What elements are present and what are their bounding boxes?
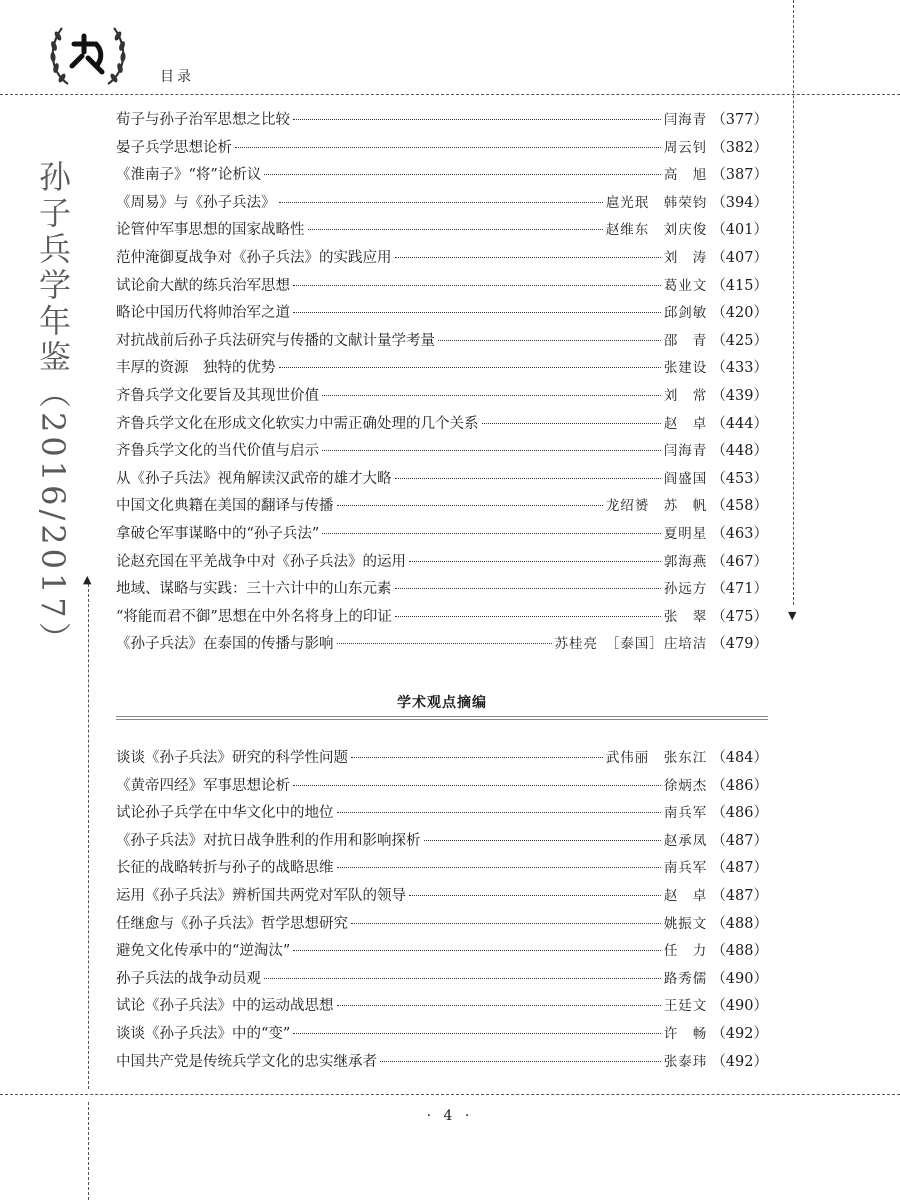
dot-leader — [351, 923, 661, 924]
toc-entry-author: 邱剑敏 — [663, 305, 708, 322]
toc-main-list — [116, 108, 768, 660]
toc-entry-author: 南兵军 — [663, 860, 708, 877]
dot-leader — [395, 478, 661, 479]
toc-entry-author: 刘 涛 — [663, 249, 708, 266]
toc-entry-title: 《孙子兵法》对抗日战争胜利的作用和影响探析 — [116, 832, 421, 849]
toc-entry[interactable] — [116, 494, 768, 522]
toc-entry[interactable] — [116, 550, 768, 578]
toc-entry[interactable] — [116, 412, 768, 440]
toc-entry-page: （387） — [711, 167, 768, 184]
toc-entry-page: （444） — [711, 415, 768, 432]
toc-entry[interactable] — [116, 384, 768, 412]
toc-entry-title: 拿破仑军事谋略中的“孙子兵法” — [116, 525, 320, 542]
right-dashed-guide — [793, 0, 794, 605]
toc-entry-author: 张建设 — [663, 360, 708, 377]
dot-leader — [279, 202, 603, 203]
toc-entry-author: 赵 卓 — [663, 887, 708, 904]
toc-entry[interactable] — [116, 108, 768, 136]
toc-entry-author: 扈光珉 韩荣钧 — [605, 194, 708, 211]
toc-entry-author: 姚振文 — [663, 915, 708, 932]
dot-leader — [322, 395, 661, 396]
toc-entry[interactable] — [116, 994, 768, 1022]
toc-entry-author: 苏桂亮 ［泰国］庄培洁 — [554, 636, 708, 653]
toc-entry-title: 齐鲁兵学文化在形成文化软实力中需正确处理的几个关系 — [116, 415, 479, 432]
dot-leader — [337, 812, 661, 813]
toc-entry-page: （484） — [711, 750, 768, 766]
dot-leader — [395, 257, 661, 258]
toc-entry-page: （492） — [711, 1025, 768, 1042]
toc-entry-title: 丰厚的资源 独特的优势 — [116, 360, 276, 377]
toc-entry-author: 王廷文 — [663, 998, 708, 1015]
toc-entry-author: 南兵军 — [663, 805, 708, 822]
toc-entry-author: 路秀儒 — [663, 970, 708, 987]
toc-entry-page: （433） — [711, 360, 768, 377]
toc-entry-title: 任继愈与《孙子兵法》哲学思想研究 — [116, 915, 348, 932]
toc-entry-title: 试论孙子兵学在中华文化中的地位 — [116, 805, 334, 822]
dot-leader — [264, 174, 660, 175]
toc-entry-page: （490） — [711, 970, 768, 987]
toc-entry-author: 任 力 — [663, 943, 708, 960]
toc-entry-author: 高 旭 — [663, 167, 708, 184]
toc-entry-author: 赵维东 刘庆俊 — [605, 222, 708, 239]
dot-leader — [322, 450, 661, 451]
toc-entry[interactable] — [116, 1050, 768, 1078]
toc-entry-author: 夏明星 — [663, 525, 708, 542]
toc-entry-author: 刘 常 — [663, 387, 708, 404]
dot-leader — [351, 757, 603, 758]
toc-entry[interactable] — [116, 1022, 768, 1050]
dot-leader — [409, 895, 661, 896]
down-arrow-icon: ▼ — [788, 609, 797, 622]
toc-entry-author: 张泰玮 — [663, 1053, 708, 1070]
section-double-rule — [116, 716, 768, 720]
dot-leader — [322, 533, 660, 534]
bottom-dashed-rule — [0, 1094, 900, 1095]
toc-entry-title: 谈谈《孙子兵法》中的“变” — [116, 1025, 291, 1042]
toc-entry-author: 赵承凤 — [663, 832, 708, 849]
toc-entry-title: 范仲淹御夏战争对《孙子兵法》的实践应用 — [116, 249, 392, 266]
toc-entry-page: （486） — [711, 777, 768, 794]
toc-entry-author: 武伟丽 张东江 — [605, 750, 708, 766]
dot-leader — [264, 978, 661, 979]
toc-entry-author: 闫海青 — [663, 443, 708, 460]
toc-entry-title: 孙子兵法的战争动员观 — [116, 970, 261, 987]
toc-entry-page: （377） — [711, 112, 768, 128]
toc-entry-title: 论管仲军事思想的国家战略性 — [116, 222, 305, 239]
toc-entry-title: 地域、谋略与实践：三十六计中的山东元素 — [116, 581, 392, 598]
toc-entry[interactable] — [116, 856, 768, 884]
dot-leader — [293, 950, 660, 951]
toc-entry[interactable] — [116, 967, 768, 995]
dot-leader — [395, 588, 661, 589]
toc-entry[interactable] — [116, 218, 768, 246]
toc-entry-page: （471） — [711, 581, 768, 598]
toc-entry-page: （458） — [711, 498, 768, 515]
toc-entry-author: 许 畅 — [663, 1025, 708, 1042]
dot-leader — [337, 867, 661, 868]
dot-leader — [438, 340, 661, 341]
toc-entry[interactable] — [116, 632, 768, 660]
toc-entry-page: （488） — [711, 915, 768, 932]
toc-entry[interactable] — [116, 912, 768, 940]
toc-entry-title: 荀子与孙子治军思想之比较 — [116, 112, 290, 128]
toc-entry-page: （487） — [711, 832, 768, 849]
dot-leader — [337, 1005, 661, 1006]
toc-entry[interactable] — [116, 577, 768, 605]
top-dashed-rule — [0, 94, 900, 95]
toc-entry-author: 龙绍赟 苏 帆 — [605, 498, 708, 515]
toc-entry-author: 徐炳杰 — [663, 777, 708, 794]
dot-leader — [409, 561, 661, 562]
toc-entry-page: （488） — [711, 943, 768, 960]
dot-leader — [235, 147, 661, 148]
toc-entry-author: 闫海青 — [663, 112, 708, 128]
toc-entry-page: （453） — [711, 470, 768, 487]
toc-entry-page: （487） — [711, 860, 768, 877]
toc-entry[interactable] — [116, 274, 768, 302]
toc-entry-page: （415） — [711, 277, 768, 294]
dot-leader — [308, 229, 603, 230]
toc-entry-page: （463） — [711, 525, 768, 542]
dot-leader — [293, 312, 661, 313]
toc-entry-author: 阎盛国 — [663, 470, 708, 487]
toc-entry-title: “将能而君不御”思想在中外名将身上的印证 — [116, 608, 392, 625]
toc-entry-page: （401） — [711, 222, 768, 239]
up-arrow-icon: ▲ — [83, 573, 92, 586]
toc-entry[interactable] — [116, 884, 768, 912]
toc-entry-title: 中国文化典籍在美国的翻译与传播 — [116, 498, 334, 515]
toc-entry[interactable] — [116, 939, 768, 967]
toc-entry-title: 避免文化传承中的“逆淘汰” — [116, 943, 291, 960]
toc-entry-page: （382） — [711, 139, 768, 156]
toc-entry[interactable] — [116, 163, 768, 191]
toc-entry-author: 郭海燕 — [663, 553, 708, 570]
toc-entry[interactable] — [116, 774, 768, 802]
toc-entry[interactable] — [116, 467, 768, 495]
toc-entry[interactable] — [116, 191, 768, 219]
header-section-label: 目录 — [160, 69, 194, 85]
toc-entry-title: 中国共产党是传统兵学文化的忠实继承者 — [116, 1053, 377, 1070]
toc-entry-page: （490） — [711, 998, 768, 1015]
toc-entry[interactable] — [116, 746, 768, 774]
dot-leader — [380, 1061, 661, 1062]
toc-entry-page: （486） — [711, 805, 768, 822]
toc-entry-page: （407） — [711, 249, 768, 266]
dot-leader — [395, 616, 661, 617]
toc-entry-title: 论赵充国在平羌战争中对《孙子兵法》的运用 — [116, 553, 406, 570]
toc-entry-title: 略论中国历代将帅治军之道 — [116, 305, 290, 322]
toc-entry-title: 齐鲁兵学文化的当代价值与启示 — [116, 443, 319, 460]
toc-entry[interactable] — [116, 522, 768, 550]
toc-entry-author: 周云钊 — [663, 139, 708, 156]
toc-entry-author: 邵 青 — [663, 332, 708, 349]
toc-entry[interactable] — [116, 329, 768, 357]
toc-entry-title: 《周易》与《孙子兵法》 — [116, 194, 276, 211]
toc-entry-title: 《黄帝四经》军事思想论析 — [116, 777, 290, 794]
toc-entry-page: （487） — [711, 887, 768, 904]
toc-entry-title: 运用《孙子兵法》辨析国共两党对军队的领导 — [116, 887, 406, 904]
section-heading: 学术观点摘编 — [397, 695, 487, 711]
toc-entry-title: 长征的战略转折与孙子的战略思维 — [116, 860, 334, 877]
toc-entry-page: （425） — [711, 332, 768, 349]
toc-entry-page: （394） — [711, 194, 768, 211]
toc-entry-title: 晏子兵学思想论析 — [116, 139, 232, 156]
laurel-emblem-icon — [44, 22, 132, 90]
toc-entry-page: （479） — [711, 636, 768, 653]
toc-entry[interactable] — [116, 605, 768, 633]
left-dashed-guide-upper — [88, 584, 89, 1089]
toc-entry-page: （439） — [711, 387, 768, 404]
page-number: · 4 · — [426, 1108, 474, 1124]
toc-entry-title: 对抗战前后孙子兵法研究与传播的文献计量学考量 — [116, 332, 435, 349]
toc-entry-page: （448） — [711, 443, 768, 460]
dot-leader — [337, 643, 552, 644]
toc-entry-title: 《淮南子》“将”论析议 — [116, 167, 262, 184]
toc-entry-title: 谈谈《孙子兵法》研究的科学性问题 — [116, 750, 348, 766]
toc-entry-title: 《孙子兵法》在泰国的传播与影响 — [116, 636, 334, 653]
toc-entry-author: 张 翠 — [663, 608, 708, 625]
dot-leader — [293, 119, 661, 120]
toc-entry-author: 赵 卓 — [663, 415, 708, 432]
toc-entry-page: （467） — [711, 553, 768, 570]
dot-leader — [293, 1033, 660, 1034]
toc-entry-title: 齐鲁兵学文化要旨及其现世价值 — [116, 387, 319, 404]
dot-leader — [293, 785, 661, 786]
toc-entry[interactable] — [116, 136, 768, 164]
dot-leader — [482, 423, 661, 424]
toc-entry[interactable] — [116, 439, 768, 467]
dot-leader — [293, 285, 661, 286]
toc-entry-author: 葛业文 — [663, 277, 708, 294]
toc-entry-title: 从《孙子兵法》视角解读汉武帝的雄才大略 — [116, 470, 392, 487]
dot-leader — [279, 367, 661, 368]
toc-entry-page: （492） — [711, 1053, 768, 1070]
dot-leader — [337, 505, 603, 506]
toc-entry[interactable] — [116, 301, 768, 329]
toc-section-list — [116, 746, 768, 1077]
toc-entry-page: （475） — [711, 608, 768, 625]
toc-entry[interactable] — [116, 829, 768, 857]
toc-entry-title: 试论《孙子兵法》中的运动战思想 — [116, 998, 334, 1015]
toc-entry[interactable] — [116, 801, 768, 829]
toc-entry-page: （420） — [711, 305, 768, 322]
toc-entry-title: 试论俞大猷的练兵治军思想 — [116, 277, 290, 294]
spine-book-title: 孙子兵学年鉴（2016/2017） — [34, 160, 72, 658]
toc-entry-author: 孙远方 — [663, 581, 708, 598]
dot-leader — [424, 840, 661, 841]
toc-entry[interactable] — [116, 246, 768, 274]
toc-entry[interactable] — [116, 356, 768, 384]
